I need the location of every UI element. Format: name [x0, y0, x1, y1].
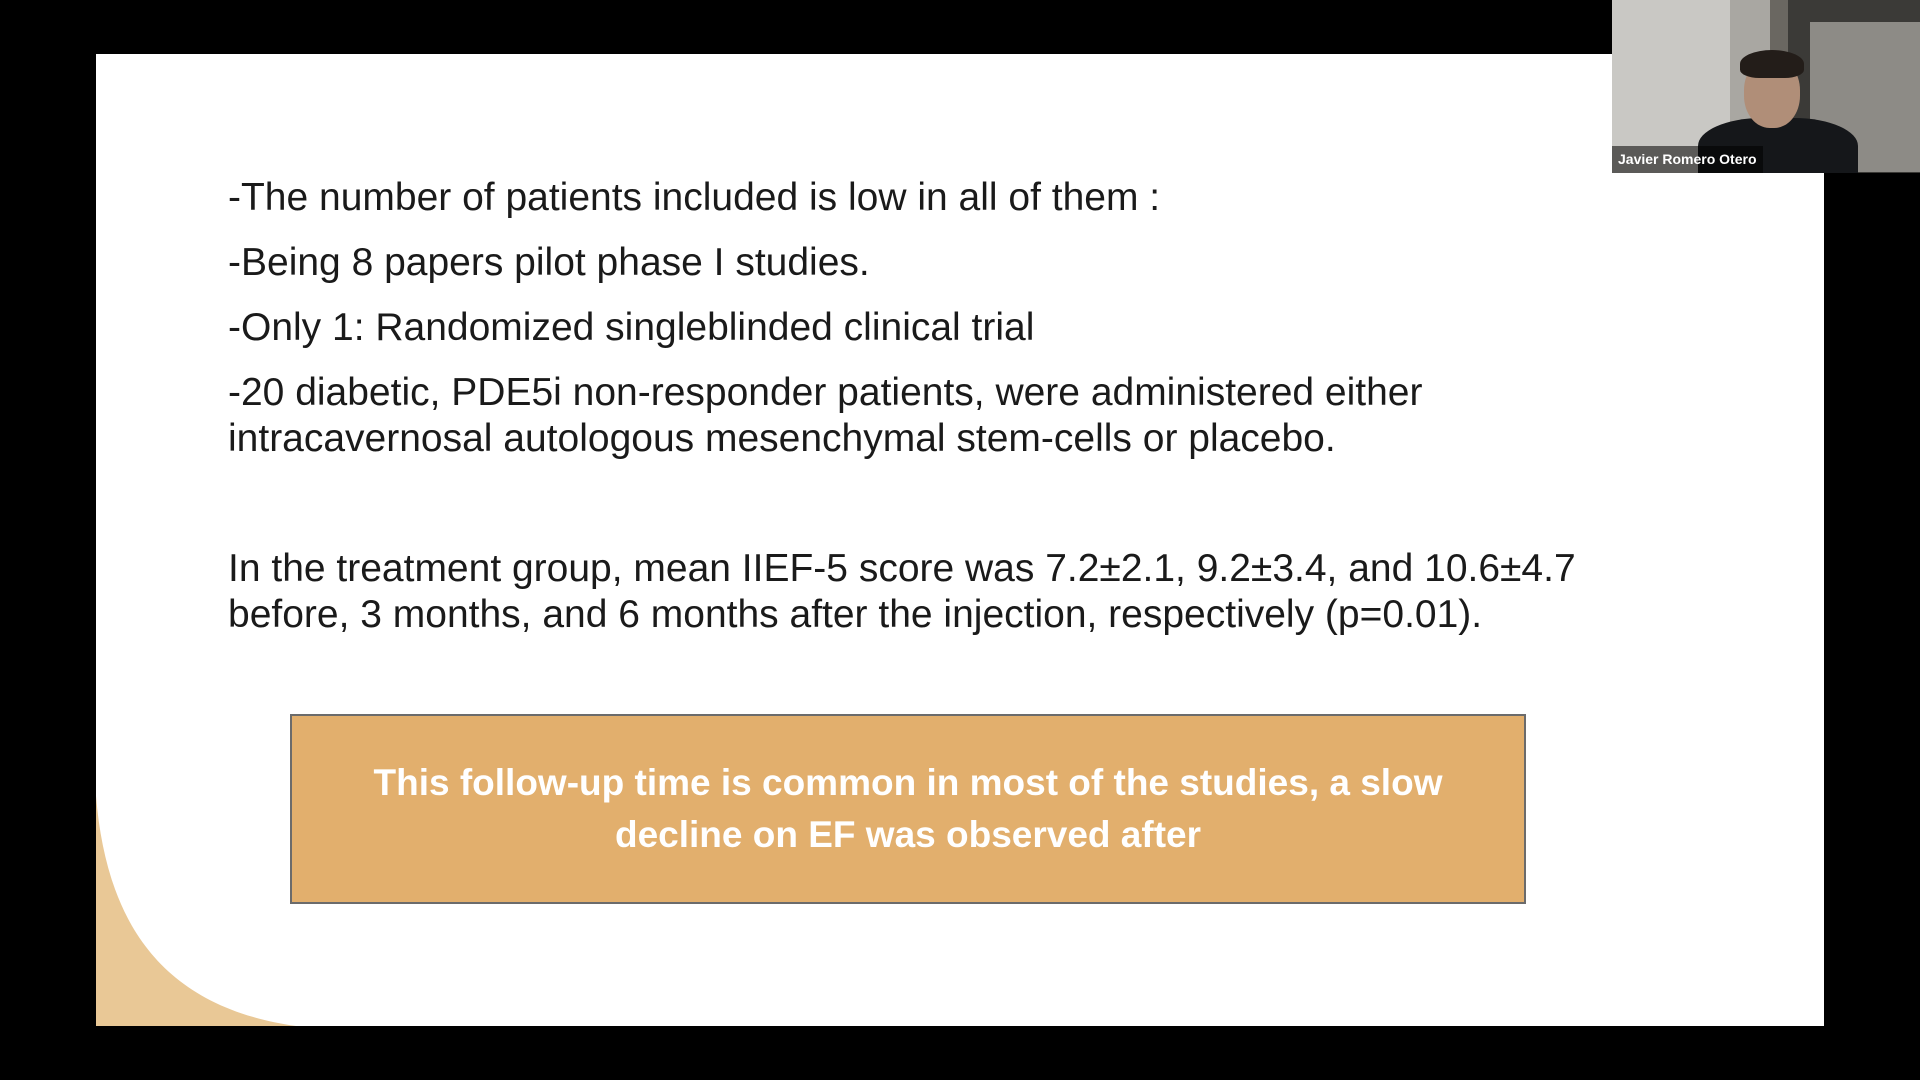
bullet-patients-low: -The number of patients included is low in all of them : — [228, 176, 1161, 219]
treatment-result-paragraph — [228, 546, 1576, 638]
result-line-2: before, 3 months, and 6 months after the injection, respectively (p=0.01). — [228, 593, 1483, 636]
result-line-1: In the treatment group, mean IIEF-5 score was 7.2±2.1, 9.2±3.4, and 10.6±4.7 — [228, 547, 1576, 590]
highlight-callout-box — [290, 714, 1526, 904]
participant-hair — [1740, 50, 1804, 78]
participant-name-label: Javier Romero Otero — [1612, 146, 1763, 173]
bullet-diabetic-line-2: intracavernosal autologous mesenchymal stem-cells or placebo. — [228, 417, 1336, 460]
callout-text — [333, 757, 1483, 861]
bullet-diabetic-line-1: -20 diabetic, PDE5i non-responder patients, were administered either — [228, 371, 1423, 414]
bullet-diabetic-patients — [228, 370, 1423, 462]
callout-line-1: This follow-up time is common in most of the studies, a slow — [373, 762, 1443, 803]
bullet-randomized-trial: -Only 1: Randomized singleblinded clinical trial — [228, 306, 1035, 349]
shared-slide — [96, 54, 1824, 1026]
participant-video-tile[interactable] — [1612, 0, 1920, 173]
bullet-pilot-studies: -Being 8 papers pilot phase I studies. — [228, 241, 870, 284]
callout-line-2: decline on EF was observed after — [614, 814, 1202, 855]
slide-corner-decoration — [96, 796, 316, 1026]
